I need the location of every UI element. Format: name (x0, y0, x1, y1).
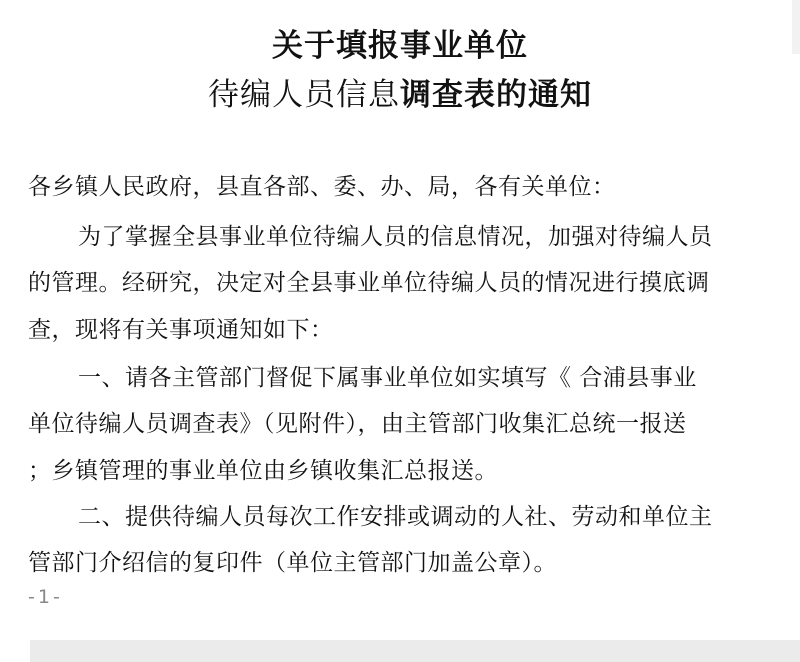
body-line: 的管理。经研究，决定对全县事业单位待编人员的情况进行摸底调 (28, 270, 710, 296)
page-number: -1- (28, 586, 63, 608)
body-line: 为了掌握全县事业单位待编人员的信息情况，加强对待编人员 (78, 224, 713, 250)
document-title-line2 (0, 75, 800, 115)
body-line: 一、请各主管部门督促下属事业单位如实填写《 合浦县事业 (78, 365, 697, 391)
title-line2-part2: 调查表的通知 (400, 77, 592, 113)
document-title-line1: 关于填报事业单位 (272, 28, 528, 64)
page-gap (0, 640, 800, 662)
salutation-line: 各乡镇人民政府，县直各部、委、办、局，各有关单位： (28, 174, 616, 200)
body-line: 查，现将有关事项通知如下： (28, 317, 334, 343)
body-line: 二、提供待编人员每次工作安排或调动的人社、劳动和单位主 (78, 504, 713, 530)
body-line: 单位待编人员调查表》（见附件），由主管部门收集汇总统一报送 (28, 411, 687, 437)
next-page-edge (0, 640, 30, 662)
body-line: ；乡镇管理的事业单位由乡镇收集汇总报送。 (28, 458, 498, 484)
title-line2-part1: 待编人员信息 (208, 77, 400, 113)
body-line: 管部门介绍信的复印件（单位主管部门加盖公章）。 (28, 550, 557, 576)
